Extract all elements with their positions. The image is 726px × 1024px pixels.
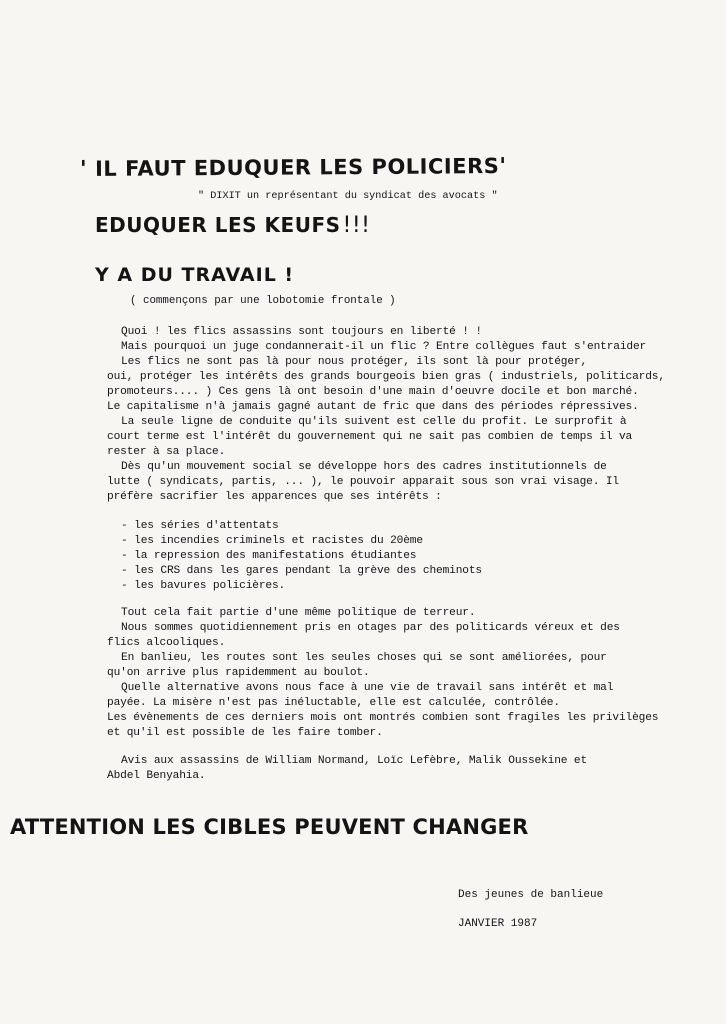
body-line: rester à sa place. [107, 446, 226, 458]
attribution-line: " DIXIT un représentant du syndicat des avocats " [198, 191, 498, 202]
body-line: Mais pourquoi un juge condannerait-il un flic ? Entre collègues faut s'entraider [121, 341, 647, 353]
body-line: préfère sacrifier les apparences que ses intérêts : [107, 491, 442, 503]
body-line: lutte ( syndicats, partis, ... ), le pouvoir apparait sous son vrai visage. Il [107, 476, 619, 488]
warning-headline: ATTENTION LES CIBLES PEUVENT CHANGER [10, 815, 529, 839]
subtitle-lobotomy: ( commençons par une lobotomie frontale ) [130, 295, 396, 307]
list-item: - les incendies criminels et racistes du 20ème [121, 535, 423, 547]
body-line: et qu'il est possible de les faire tomber. [107, 727, 383, 739]
body-line: Abdel Benyahia. [107, 770, 206, 782]
list-item: - les CRS dans les gares pendant la grève des cheminots [121, 565, 482, 577]
signature: Des jeunes de banlieue [458, 889, 604, 901]
headline-2-text: EDUQUER LES KEUFS [95, 213, 341, 237]
body-line: Les flics ne sont pas là pour nous protéger, ils sont là pour protéger, [121, 356, 588, 368]
list-item: - les bavures policières. [121, 580, 286, 592]
headline-educate-cops [95, 213, 370, 238]
body-line: oui, protéger les intérêts des grands bourgeois bien gras ( industriels, politicards, [107, 371, 665, 383]
body-line: Quelle alternative avons nous face à une vie de travail sans intérêt et mal [121, 682, 614, 694]
list-item: - les séries d'attentats [121, 520, 279, 532]
body-line: Dès qu'un mouvement social se développe hors des cadres institutionnels de [121, 461, 607, 473]
closing-quote: ' [499, 154, 507, 180]
body-line: La seule ligne de conduite qu'ils suivent est celle du profit. Le surprofit à [121, 416, 627, 428]
headline-educate-police [80, 154, 507, 182]
date-line: JANVIER 1987 [458, 918, 538, 930]
body-line: promoteurs.... ) Ces gens là ont besoin d'une main d'oeuvre docile et bon marché. [107, 386, 639, 398]
body-line: qu'on arrive plus rapidemment au boulot. [107, 667, 370, 679]
body-line: flics alcooliques. [107, 637, 226, 649]
body-line: payée. La misère n'est pas inéluctable, elle est calculée, contrôlée. [107, 697, 560, 709]
body-line: Le capitalisme n'à jamais gagné autant de fric que dans des périodes répressives. [107, 401, 639, 413]
body-line: En banlieu, les routes sont les seules choses qui se sont améliorées, pour [121, 652, 607, 664]
list-item: - la repression des manifestations étudiantes [121, 550, 417, 562]
headline-text: IL FAUT EDUQUER LES POLICIERS [94, 154, 500, 181]
body-line: Nous sommes quotidiennement pris en otages par des politicards véreux et des [121, 622, 620, 634]
body-line: Quoi ! les flics assassins sont toujours en liberté ! ! [121, 326, 482, 338]
body-line: Les évènements de ces derniers mois ont montrés combien sont fragiles les privilèges [107, 712, 659, 724]
body-line: Avis aux assassins de William Normand, Loïc Lefèbre, Malik Oussekine et [121, 755, 588, 767]
opening-quote: ' [79, 156, 88, 182]
body-line: court terme est l'intérêt du gouvernement qui ne sait pas combien de temps il va [107, 431, 633, 443]
headline-work-to-do: Y A DU TRAVAIL ! [95, 264, 295, 286]
exclamation-marks: !!! [342, 213, 371, 238]
body-line: Tout cela fait partie d'une même politique de terreur. [121, 607, 476, 619]
